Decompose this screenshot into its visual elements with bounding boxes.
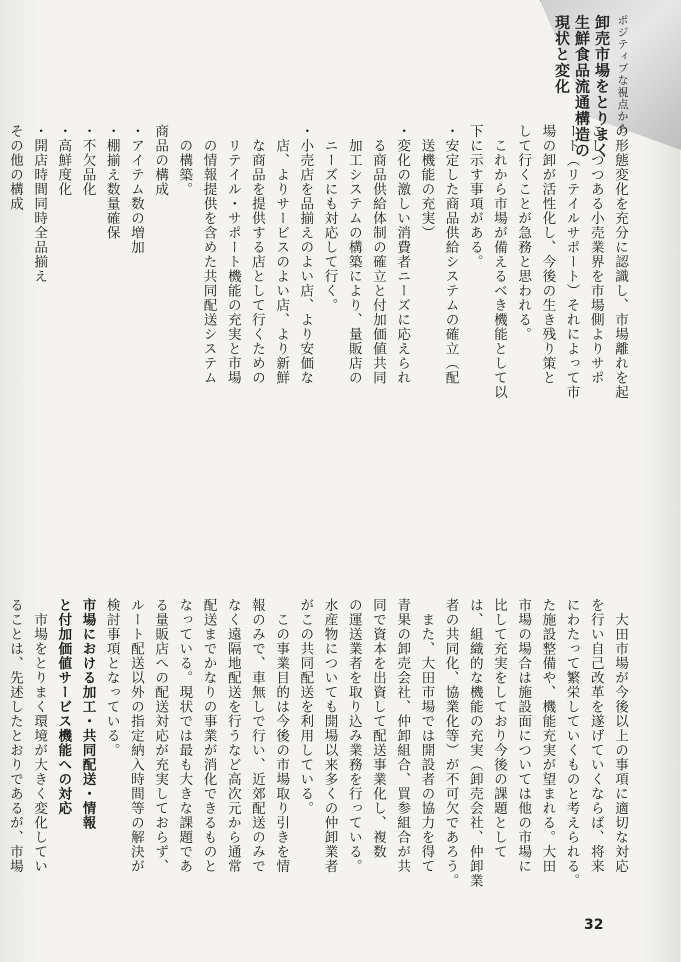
title-line: 現状と変化 — [553, 14, 571, 95]
text-line: る量販店への配送対応が充実しておらず、 — [152, 598, 169, 874]
text-line: の運送業者を取り込み業務を行っている。 — [345, 598, 362, 874]
text-line: 場の卸が活性化し、今後の生き残り策と — [539, 124, 556, 385]
upper-band-column — [6, 124, 632, 467]
text-line: を行い自己改革を遂げていくならば、将来 — [587, 598, 604, 874]
text-line: と付加価値サービス機能への対応 — [55, 598, 72, 816]
text-line: 報のみで、車無しで行い、近郊配送のみで — [248, 598, 265, 874]
text-line: ルート配送以外の指定納入時間等の解決が — [127, 598, 144, 874]
text-line: は、組織的な機能の充実（卸売会社、仲卸業 — [466, 598, 483, 888]
text-line: にわたって繁栄していくものと考えられる。 — [563, 598, 580, 888]
text-line: 比して充実をしており今後の課題として — [490, 598, 507, 859]
title-line: 卸売市場をとりまく — [593, 14, 611, 159]
text-line: ・小売店を品揃えのよい店、より安価な — [297, 124, 314, 385]
title-line: 生鮮食品流通構造の — [573, 14, 591, 159]
text-line: 大田市場が今後以上の事項に適切な対応 — [612, 598, 628, 874]
text-line: して行くことが急務と思われる。 — [515, 124, 532, 342]
text-line: 市場における加工・共同配送・情報 — [79, 598, 96, 830]
text-line: なっている。現状では最も大きな課題であ — [176, 598, 193, 874]
text-line: ・変化の激しい消費者ニーズに応えられ — [394, 124, 411, 385]
title-line: ポジティブな視点から — [616, 14, 629, 135]
text-line: ・開店時間同時全品揃え — [31, 124, 48, 284]
text-line: の構築。 — [176, 124, 193, 197]
text-line: ニーズにも対応して行く。 — [321, 124, 338, 313]
text-line — [0, 124, 3, 467]
text-line: 検討事項となっている。 — [103, 598, 120, 758]
text-line: る商品供給体制の確立と付加価値共同 — [369, 124, 386, 385]
text-line: 水産物についても開場以来多くの仲卸業者 — [321, 598, 338, 874]
text-line: 同で資本を出資して配送事業化し、複数 — [369, 598, 386, 859]
article-title — [552, 2, 652, 159]
text-line: また、大田市場では開設者の協力を得て — [418, 598, 435, 874]
lower-band-column — [6, 598, 632, 941]
text-line: 配送までかなりの事業が消化できるものと — [200, 598, 217, 874]
text-line: 青果の卸売会社、仲卸組合、買参組合が共 — [394, 598, 411, 874]
text-line: 市場の場合は施設面については他の市場に — [515, 598, 532, 874]
page-number: 32 — [584, 917, 604, 933]
text-line: なく遠隔地配送を行うなど高次元から通常 — [224, 598, 241, 874]
text-line: ることは、先述したとおりであるが、市場 — [6, 598, 23, 874]
text-line: 加工システムの構築により、量販店の — [345, 124, 362, 385]
text-line: た施設整備や、機能充実が望まれる。大田 — [539, 598, 556, 874]
text-line: ・不欠品化 — [79, 124, 96, 197]
text-line: ・安定した商品供給システムの確立（配 — [442, 124, 459, 385]
text-line: ・高鮮度化 — [55, 124, 72, 197]
text-line: これから市場が備えるべき機能として以 — [490, 124, 507, 400]
text-line: な商品を提供する店として行くための — [248, 124, 265, 385]
text-line: リテイル・サポート機能の充実と市場 — [224, 124, 241, 385]
text-line: 者の共同化、協業化等）が不可欠であろう。 — [442, 598, 459, 888]
text-line: ート（リテイルサポート）それによって市 — [563, 124, 580, 400]
text-line: の情報提供を含めた共同配送システム — [200, 124, 217, 385]
text-line: ・棚揃え数量確保 — [103, 124, 120, 240]
text-line: 商品の構成 — [152, 124, 169, 197]
text-line: その他の構成 — [6, 124, 23, 211]
text-line: がこの共同配送を利用している。 — [297, 598, 314, 816]
text-line: 店、よりサービスのよい店、より新鮮 — [273, 124, 290, 385]
text-line: の形態変化を充分に認識し、市場離れを起 — [612, 124, 628, 400]
text-line: 市場をとりまく環境が大きく変化してい — [31, 598, 48, 874]
text-line: 下に示す事項がある。 — [466, 124, 483, 269]
text-line: この事業目的は今後の市場取り引きを情 — [273, 598, 290, 874]
text-line: 送機能の充実） — [418, 124, 435, 240]
text-line: こしつつある小売業界を市場側よりサポ — [587, 124, 604, 385]
text-line — [0, 598, 3, 941]
text-line: ・アイテム数の増加 — [127, 124, 144, 255]
